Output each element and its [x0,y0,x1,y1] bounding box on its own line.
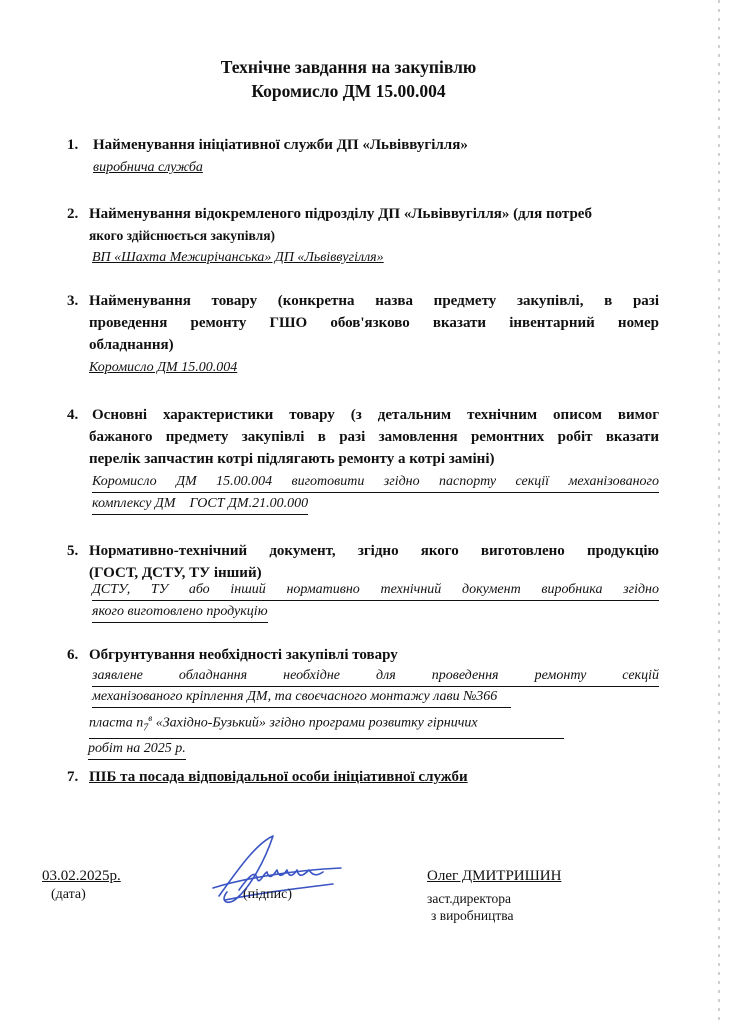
section-1-answer: виробнича служба [93,160,203,175]
section-5-answer: ДСТУ, ТУ або інший нормативно технічний документ виробника згідно якого виготовлено продукцію [92,579,659,623]
responsible-person-position: заст.директора [427,891,512,906]
date-label: (дата) [51,887,86,902]
signature-label: (підпис) [243,887,293,902]
scan-edge [718,0,720,1024]
section-2-heading: 2. Найменування відокремленого підрозділу ДП «Львіввугілля» (для потреб якого здійснюється закупівля) [67,206,592,243]
section-3-answer: Коромисло ДМ 15.00.004 [89,360,238,375]
section-6-heading: 6. Обгрунтування необхідності закупівлі товару [67,647,398,663]
section-5-heading: 5. Нормативно-технічний документ, згідно якого виготовлено продукцію (ГОСТ, ДСТУ, ТУ інший) [67,543,659,581]
section-4-answer: Коромисло ДМ 15.00.004 виготовити згідно паспорту секції механізованого комплексу ДМ ГОСТ ДМ.21.00.000 [92,471,659,515]
responsible-person-name: Олег ДМИТРИШИН [427,868,562,884]
section-2-answer: ВП «Шахта Межирічанська» ДП «Львіввугілля» [92,250,384,265]
section-4-heading: 4. Основні характеристики товару (з детальним технічним описом вимог бажаного предмету закупівлі в разі замовлення ремонтних робіт вказати перелік запчастин котрі підлягають ремонту а котрі заміні) [67,407,659,467]
document-title: Технічне завдання на закупівлю [220,57,477,77]
section-3-heading: 3. Найменування товару (конкретна назва предмету закупівлі, в разі проведення ремонту ГШО обов'язково вказати інвентарний номер обладнання) [67,293,659,353]
signature-date: 03.02.2025р. [42,868,121,884]
section-7-heading: 7. ПІБ та посада відповідальної особи ініціативної служби [67,769,468,785]
responsible-person-department: з виробництва [431,908,514,923]
document-subject: Коромисло ДМ 15.00.004 [251,81,446,101]
section-1-heading: 1. Найменування ініціативної служби ДП «Львіввугілля» [67,137,468,153]
section-6-answer: заявлене обладнання необхідне для проведення ремонту секцій механізованого кріплення ДМ, та своєчасного монтажу лави №366 пласта $n_7^в$ «Західно-Бузький» згідно програми розвитку гірничих робіт на 2025 р. [92,666,659,760]
